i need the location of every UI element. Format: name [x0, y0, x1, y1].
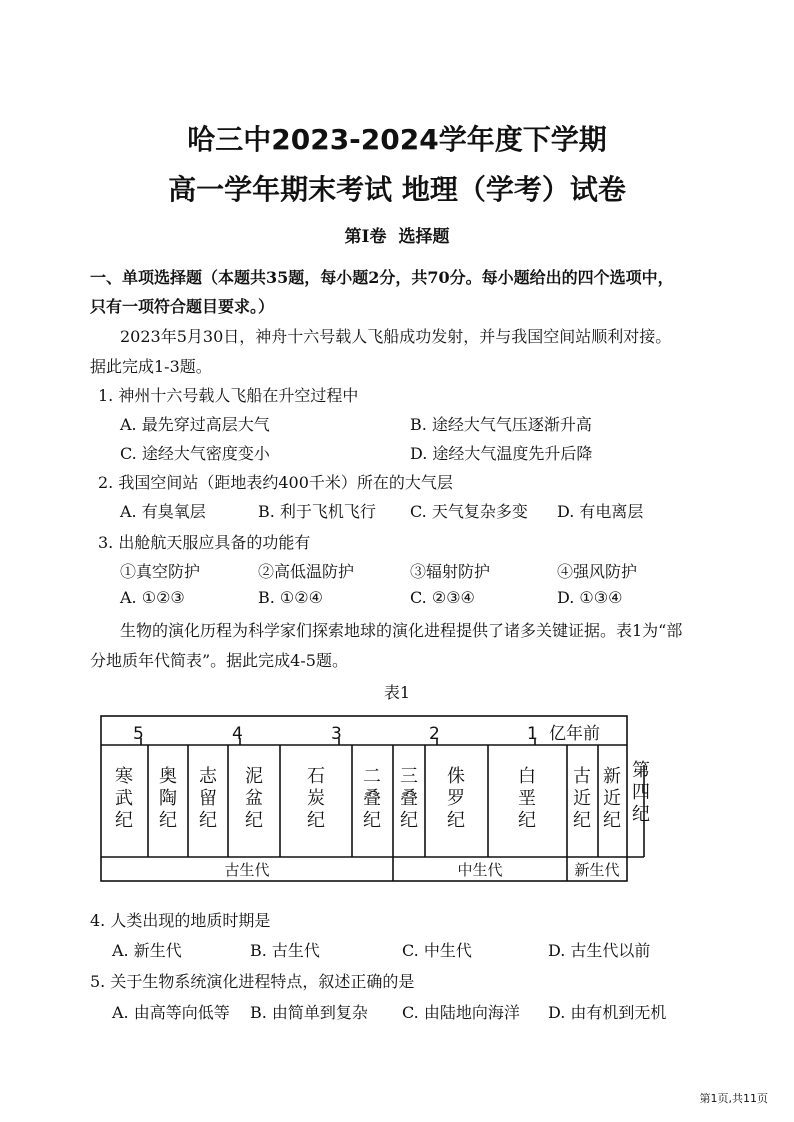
period-6-char-3: 纪 [363, 810, 381, 831]
period-1-char-3: 纪 [115, 810, 133, 831]
period-3-char-3: 纪 [199, 810, 217, 831]
q2-stem: 2. 我国空间站（距地表约400千米）所在的大气层 [98, 473, 453, 492]
period-7-char-1: 三 [400, 766, 418, 787]
q3-item-1: ①真空防护 [120, 562, 201, 581]
q1-option-a: A. 最先穿过高层大气 [120, 415, 270, 434]
period-1-char-1: 寒 [115, 766, 133, 787]
period-7-char-3: 纪 [400, 810, 418, 831]
q1-stem: 1. 神州十六号载人飞船在升空过程中 [98, 386, 359, 405]
period-12-char-2: 四 [632, 782, 650, 803]
q5-option-a: A. 由高等向低等 [112, 1003, 230, 1022]
q2-option-b: B. 利于飞机飞行 [258, 502, 376, 521]
page-footer: 第1页,共11页 [699, 1092, 768, 1105]
q5-option-b: B. 由简单到复杂 [250, 1003, 368, 1022]
period-12-char-1: 第 [632, 760, 650, 781]
period-9-char-3: 纪 [518, 810, 536, 831]
period-6-char-2: 叠 [363, 788, 381, 809]
q1-option-d: D. 途经大气温度先升后降 [410, 444, 593, 463]
q5-option-d: D. 由有机到无机 [548, 1003, 667, 1022]
period-4-char-3: 纪 [245, 810, 263, 831]
q2-option-c: C. 天气复杂多变 [410, 502, 528, 521]
passage2-line1: 生物的演化历程为科学家们探索地球的演化进程提供了诸多关键证据。表1为“部 [120, 621, 683, 640]
period-5-char-2: 炭 [307, 788, 325, 809]
q3-stem: 3. 出舱航天服应具备的功能有 [98, 533, 311, 552]
period-12-char-3: 纪 [632, 804, 650, 825]
era-mesozoic: 中生代 [457, 861, 503, 879]
passage2-line2: 分地质年代简表”。据此完成4-5题。 [90, 651, 348, 670]
instruction-line1: 一、单项选择题（本题共35题，每小题2分，共70分。每小题给出的四个选项中， [90, 268, 674, 287]
passage1-line2: 据此完成1-3题。 [90, 357, 212, 376]
q4-stem: 4. 人类出现的地质时期是 [90, 911, 271, 930]
q5-stem: 5. 关于生物系统演化进程特点，叙述正确的是 [90, 972, 415, 991]
scale-1: 1 [527, 724, 538, 744]
q4-option-c: C. 中生代 [402, 941, 472, 960]
q1-option-b: B. 途经大气气压逐渐升高 [410, 415, 592, 434]
scale-unit: 亿年前 [549, 724, 600, 744]
period-1-char-2: 武 [115, 788, 133, 809]
era-cenozoic: 新生代 [574, 861, 620, 879]
q4-option-a: A. 新生代 [112, 941, 182, 960]
era-paleozoic: 古生代 [224, 861, 270, 879]
period-11-char-1: 新 [603, 766, 621, 787]
period-6-char-1: 二 [363, 766, 381, 787]
period-8-char-3: 纪 [447, 810, 465, 831]
period-9-char-1: 白 [518, 766, 536, 787]
q5-option-c: C. 由陆地向海洋 [402, 1003, 520, 1022]
period-8-char-1: 侏 [447, 766, 465, 787]
exam-title-line2: 高一学年期末考试 地理（学考）试卷 [168, 173, 626, 206]
period-3-char-2: 留 [199, 788, 217, 809]
scale-4: 4 [232, 724, 243, 744]
period-10-char-2: 近 [573, 788, 591, 809]
period-10-char-1: 古 [573, 766, 591, 787]
period-3-char-1: 志 [199, 766, 217, 787]
period-2-char-3: 纪 [159, 810, 177, 831]
period-4-char-2: 盆 [245, 788, 263, 809]
period-7-char-2: 叠 [400, 788, 418, 809]
section-name: 选择题 [398, 227, 450, 247]
q3-option-b: B. ①②④ [258, 588, 323, 607]
q4-option-d: D. 古生代以前 [548, 941, 651, 960]
q2-option-d: D. 有电离层 [557, 502, 644, 521]
scale-2: 2 [429, 724, 440, 744]
q4-option-b: B. 古生代 [250, 941, 320, 960]
section-heading [0, 222, 794, 247]
period-2-char-1: 奥 [159, 766, 177, 787]
period-5-char-1: 石 [307, 766, 325, 787]
q3-item-2: ②高低温防护 [258, 562, 355, 581]
exam-title-line1: 哈三中2023-2024学年度下学期 [187, 123, 607, 156]
q3-option-c: C. ②③④ [410, 588, 475, 607]
period-11-char-3: 纪 [603, 810, 621, 831]
section-part: 第I卷 [344, 227, 387, 247]
q3-item-4: ④强风防护 [557, 562, 638, 581]
period-2-char-2: 陶 [159, 788, 177, 809]
period-8-char-2: 罗 [447, 788, 465, 809]
period-11-char-2: 近 [603, 788, 621, 809]
table-label: 表1 [383, 683, 411, 702]
q3-option-a: A. ①②③ [120, 588, 185, 607]
q2-option-a: A. 有臭氧层 [120, 502, 206, 521]
period-4-char-1: 泥 [245, 766, 263, 787]
instruction-line2: 只有一项符合题目要求。） [90, 297, 275, 316]
q3-item-3: ③辐射防护 [410, 562, 491, 581]
scale-5: 5 [133, 724, 144, 744]
q3-option-d: D. ①③④ [557, 588, 623, 607]
scale-3: 3 [331, 724, 342, 744]
period-5-char-3: 纪 [307, 810, 325, 831]
passage1-line1: 2023年5月30日，神舟十六号载人飞船成功发射，并与我国空间站顺利对接。 [120, 327, 672, 346]
q1-option-c: C. 途经大气密度变小 [120, 444, 270, 463]
period-10-char-3: 纪 [573, 810, 591, 831]
period-9-char-2: 垩 [518, 788, 536, 809]
